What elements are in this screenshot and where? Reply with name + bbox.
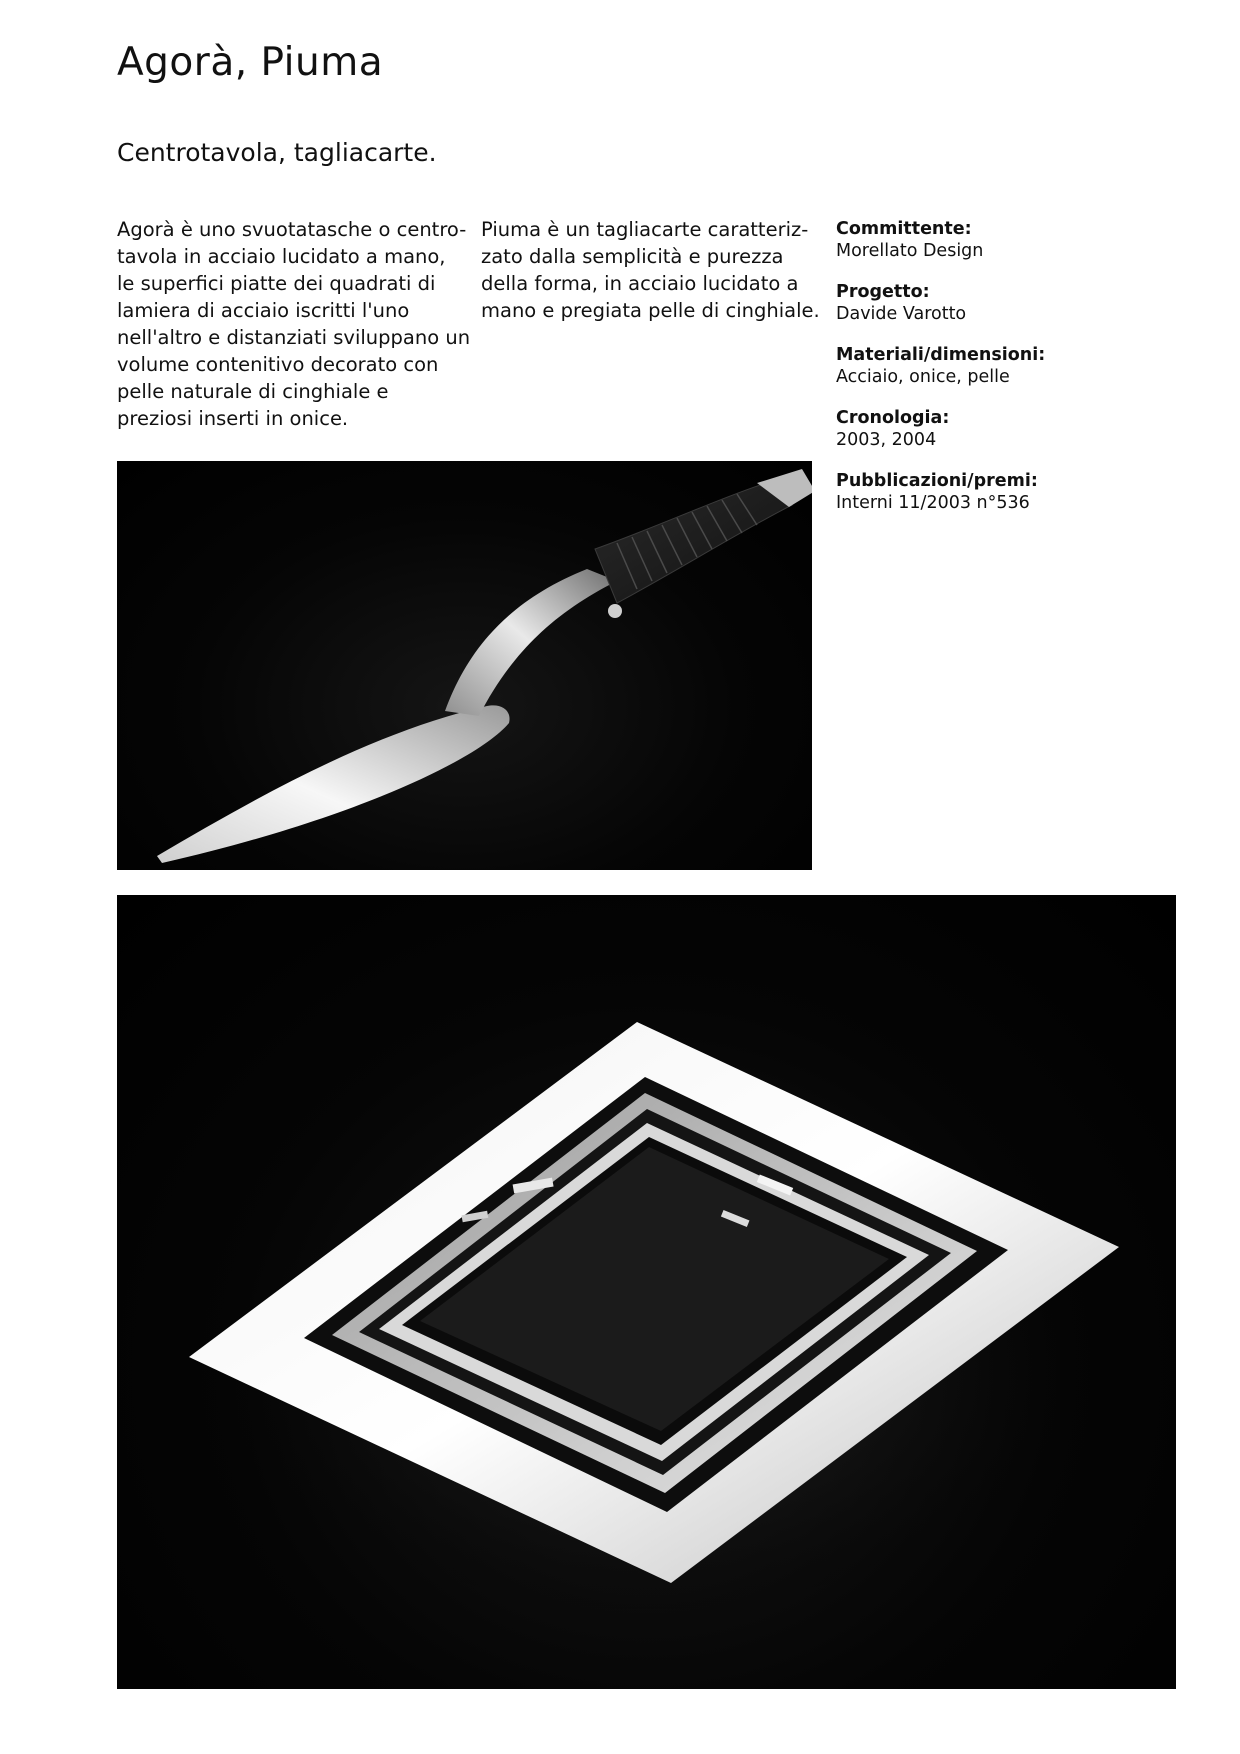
agora-description-line: tavola in acciaio lucidato a mano, bbox=[117, 245, 446, 268]
meta-value: 2003, 2004 bbox=[836, 430, 937, 450]
meta-label: Cronologia: bbox=[836, 408, 950, 428]
meta-value: Acciaio, onice, pelle bbox=[836, 367, 1010, 387]
agora-description-line: volume contenitivo decorato con bbox=[117, 353, 439, 376]
meta-chronology bbox=[836, 407, 1136, 451]
meta-value: Interni 11/2003 n°536 bbox=[836, 493, 1030, 513]
meta-materials bbox=[836, 344, 1136, 388]
page-subtitle: Centrotavola, tagliacarte. bbox=[117, 138, 437, 167]
agora-description-line: nell'altro e distanziati sviluppano un bbox=[117, 326, 471, 349]
meta-publications bbox=[836, 470, 1136, 514]
agora-description-line: preziosi inserti in onice. bbox=[117, 407, 349, 430]
agora-centerpiece-photo bbox=[117, 895, 1176, 1689]
piuma-description bbox=[481, 216, 826, 324]
page-title: Agorà, Piuma bbox=[117, 40, 384, 85]
centerpiece-illustration bbox=[117, 895, 1176, 1689]
agora-description-line: le superfici piatte dei quadrati di bbox=[117, 272, 436, 295]
project-metadata bbox=[836, 218, 1136, 533]
agora-description-line: lamiera di acciaio iscritti l'uno bbox=[117, 299, 410, 322]
meta-value: Morellato Design bbox=[836, 241, 984, 261]
piuma-description-line: della forma, in acciaio lucidato a bbox=[481, 272, 799, 295]
piuma-description-line: zato dalla semplicità e purezza bbox=[481, 245, 784, 268]
meta-client bbox=[836, 218, 1136, 262]
meta-label: Committente: bbox=[836, 219, 972, 239]
piuma-description-line: mano e pregiata pelle di cinghiale. bbox=[481, 299, 820, 322]
agora-description bbox=[117, 216, 471, 432]
agora-description-line: pelle naturale di cinghiale e bbox=[117, 380, 389, 403]
piuma-description-line: Piuma è un tagliacarte caratteriz- bbox=[481, 218, 809, 241]
piuma-letter-opener-photo bbox=[117, 461, 812, 870]
meta-label: Pubblicazioni/premi: bbox=[836, 471, 1038, 491]
meta-label: Materiali/dimensioni: bbox=[836, 345, 1046, 365]
meta-project bbox=[836, 281, 1136, 325]
letter-opener-illustration bbox=[117, 461, 812, 870]
agora-description-line: Agorà è uno svuotatasche o centro- bbox=[117, 218, 467, 241]
meta-value: Davide Varotto bbox=[836, 304, 967, 324]
meta-label: Progetto: bbox=[836, 282, 930, 302]
